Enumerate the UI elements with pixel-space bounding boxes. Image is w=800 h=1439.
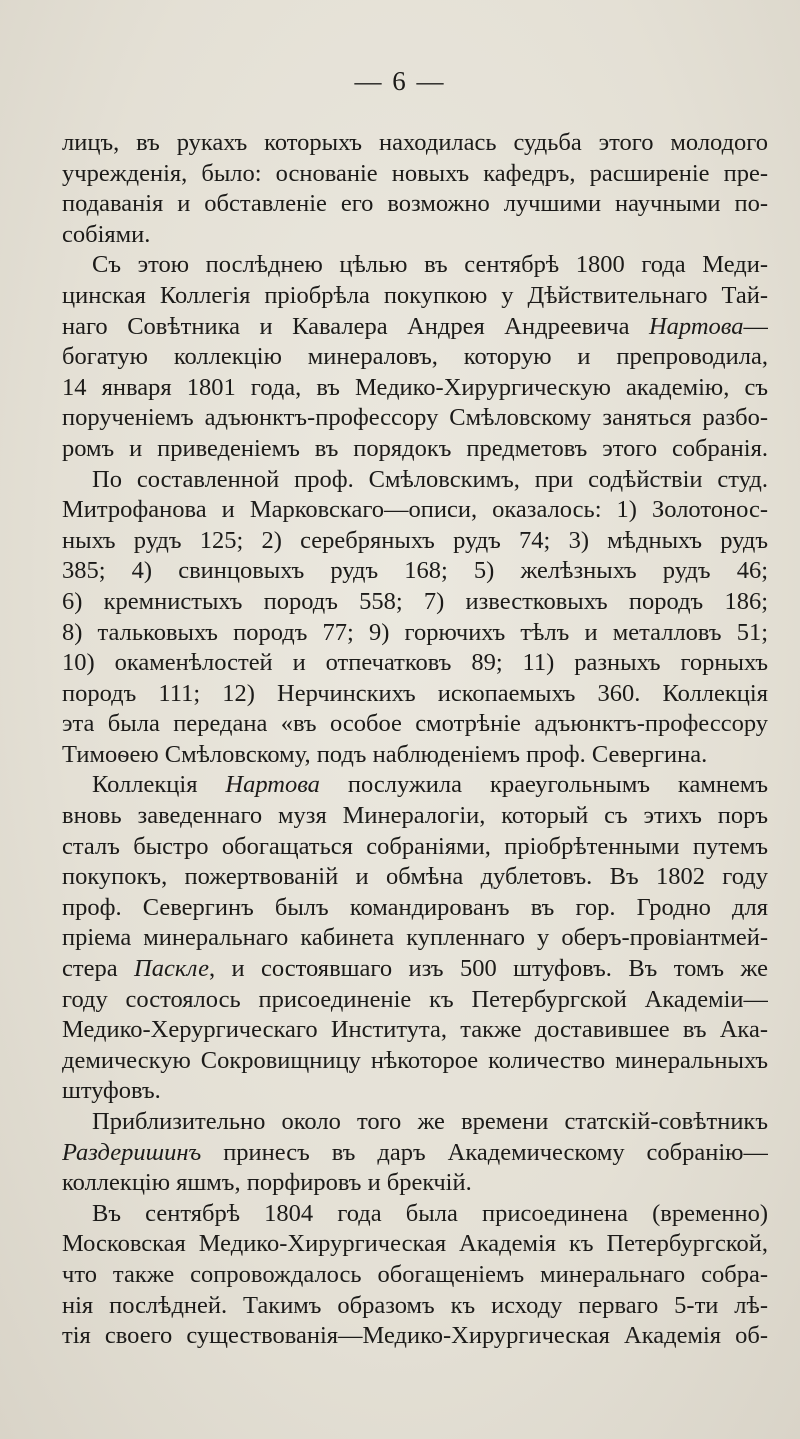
text-line	[62, 342, 768, 373]
text-line	[62, 893, 768, 924]
text-segment: ныхъ рудъ 125; 2) серебряныхъ рудъ 74; 3) мѣдныхъ рудъ	[62, 526, 768, 554]
text-segment: собіями.	[62, 220, 151, 248]
text-line	[62, 1107, 768, 1138]
text-line	[62, 465, 768, 496]
text-segment: подаванія и обставленіе его возможно лучшими научными по-	[62, 190, 768, 218]
text-segment: богатую коллекцію минераловъ, которую и препроводила,	[62, 343, 768, 371]
text-line	[62, 740, 768, 771]
text-line	[62, 1168, 768, 1199]
text-segment: Коллекція	[92, 771, 226, 799]
text-segment: цинская Коллегія пріобрѣла покупкою у Дѣйствительнаго Тай-	[62, 281, 768, 309]
text-line	[62, 159, 768, 190]
text-segment: тія своего существованія—Медико-Хирургическая Академія об-	[62, 1322, 768, 1350]
text-segment: эта была передана «въ особое смотрѣніе адъюнктъ-профессору	[62, 710, 768, 738]
text-segment: послужила краеугольнымъ камнемъ	[319, 771, 768, 799]
text-segment: стера	[62, 955, 135, 983]
text-segment: По составленной проф. Смѣловскимъ, при содѣйствіи студ.	[92, 465, 768, 493]
text-segment: покупокъ, пожертвованій и обмѣна дублетовъ. Въ 1802 году	[62, 863, 768, 891]
text-segment: Тимоѳею Смѣловскому, подъ наблюденіемъ проф. Севергина.	[62, 740, 708, 768]
text-segment: породъ 111; 12) Нерчинскихъ ископаемыхъ 360. Коллекція	[62, 679, 768, 707]
text-line	[62, 1291, 768, 1322]
page-number: — 6 —	[354, 66, 446, 96]
text-segment: что также сопровождалось обогащеніемъ минеральнаго собра-	[62, 1260, 768, 1288]
text-line	[62, 954, 768, 985]
text-segment: Московская Медико-Хирургическая Академія къ Петербургской,	[62, 1230, 768, 1258]
text-segment: Въ сентябрѣ 1804 года была присоединена (временно)	[92, 1199, 768, 1227]
text-line	[62, 1015, 768, 1046]
text-segment: Съ этою послѣднею цѣлью въ сентябрѣ 1800 года Меди-	[92, 251, 768, 279]
text-line	[62, 923, 768, 954]
text-segment: штуфовъ.	[62, 1077, 161, 1105]
text-segment: , и состоявшаго изъ 500 штуфовъ. Въ томъ же	[208, 955, 768, 983]
text-line	[62, 128, 768, 159]
text-segment: порученіемъ адъюнктъ-профессору Смѣловскому заняться разбо-	[62, 404, 768, 432]
text-line	[62, 801, 768, 832]
text-segment: сталъ быстро обогащаться собраніями, пріобрѣтенными путемъ	[62, 832, 768, 860]
text-line	[62, 1046, 768, 1077]
text-line	[62, 281, 768, 312]
text-segment: демическую Сокровищницу нѣкоторое количество минеральныхъ	[62, 1046, 768, 1074]
text-segment: 385; 4) свинцовыхъ рудъ 168; 5) желѣзныхъ рудъ 46;	[62, 557, 768, 585]
text-line	[62, 679, 768, 710]
text-line	[62, 250, 768, 281]
text-line	[62, 403, 768, 434]
text-line	[62, 220, 768, 251]
text-line	[62, 1076, 768, 1107]
text-line	[62, 587, 768, 618]
text-line	[62, 373, 768, 404]
italic-name: Нартова	[648, 312, 744, 340]
text-line	[62, 1199, 768, 1230]
text-line	[62, 832, 768, 863]
text-segment: 10) окаменѣлостей и отпечатковъ 89; 11) разныхъ горныхъ	[62, 649, 768, 677]
text-segment: принесъ въ даръ Академическому собранію—	[201, 1138, 768, 1166]
text-line	[62, 862, 768, 893]
text-segment: вновь заведеннаго музя Минералогіи, который съ этихъ поръ	[62, 802, 768, 830]
text-line	[62, 189, 768, 220]
text-line	[62, 985, 768, 1016]
text-segment: коллекцію яшмъ, порфировъ и брекчій.	[62, 1169, 472, 1197]
text-segment: 14 января 1801 года, въ Медико-Хирургическую академію, съ	[62, 373, 768, 401]
text-segment: лицъ, въ рукахъ которыхъ находилась судьба этого молодого	[62, 129, 768, 156]
text-line	[62, 1260, 768, 1291]
body-text	[62, 128, 768, 1352]
text-segment: проф. Севергинъ былъ командированъ въ гор. Гродно для	[62, 893, 768, 921]
text-segment: —	[743, 312, 768, 340]
text-segment: учрежденія, было: основаніе новыхъ кафедръ, расширеніе пре-	[62, 159, 768, 187]
text-segment: пріема минеральнаго кабинета купленнаго у оберъ-провіантмей-	[62, 924, 768, 952]
text-line	[62, 495, 768, 526]
text-line	[62, 312, 768, 343]
text-segment: Медико-Херургическаго Института, также доставившее въ Ака-	[62, 1016, 768, 1044]
text-line	[62, 556, 768, 587]
text-line	[62, 434, 768, 465]
italic-name: Нартова	[225, 771, 320, 799]
text-segment: Митрофанова и Марковскаго—описи, оказалось: 1) Золотонос-	[62, 496, 768, 524]
text-segment: Приблизительно около того же времени статскій-совѣтникъ	[92, 1108, 768, 1135]
italic-name: Паскле	[134, 955, 209, 983]
text-line	[62, 1321, 768, 1352]
text-line	[62, 648, 768, 679]
text-line	[62, 526, 768, 557]
text-line	[62, 709, 768, 740]
text-segment: нія послѣдней. Такимъ образомъ къ исходу перваго 5-ти лѣ-	[62, 1291, 768, 1319]
text-line	[62, 1229, 768, 1260]
text-line	[62, 770, 768, 801]
text-line	[62, 1138, 768, 1169]
text-line	[62, 618, 768, 649]
text-segment: году состоялось присоединеніе къ Петербургской Академіи—	[62, 985, 768, 1013]
italic-name: Раздеришинъ	[62, 1138, 202, 1166]
text-segment: ромъ и приведеніемъ въ порядокъ предметовъ этого собранія.	[62, 434, 768, 462]
text-segment: 8) тальковыхъ породъ 77; 9) горючихъ тѣлъ и металловъ 51;	[62, 618, 768, 646]
text-segment: наго Совѣтника и Кавалера Андрея Андреевича	[62, 312, 649, 340]
text-segment: 6) кремнистыхъ породъ 558; 7) известковыхъ породъ 186;	[62, 587, 768, 615]
